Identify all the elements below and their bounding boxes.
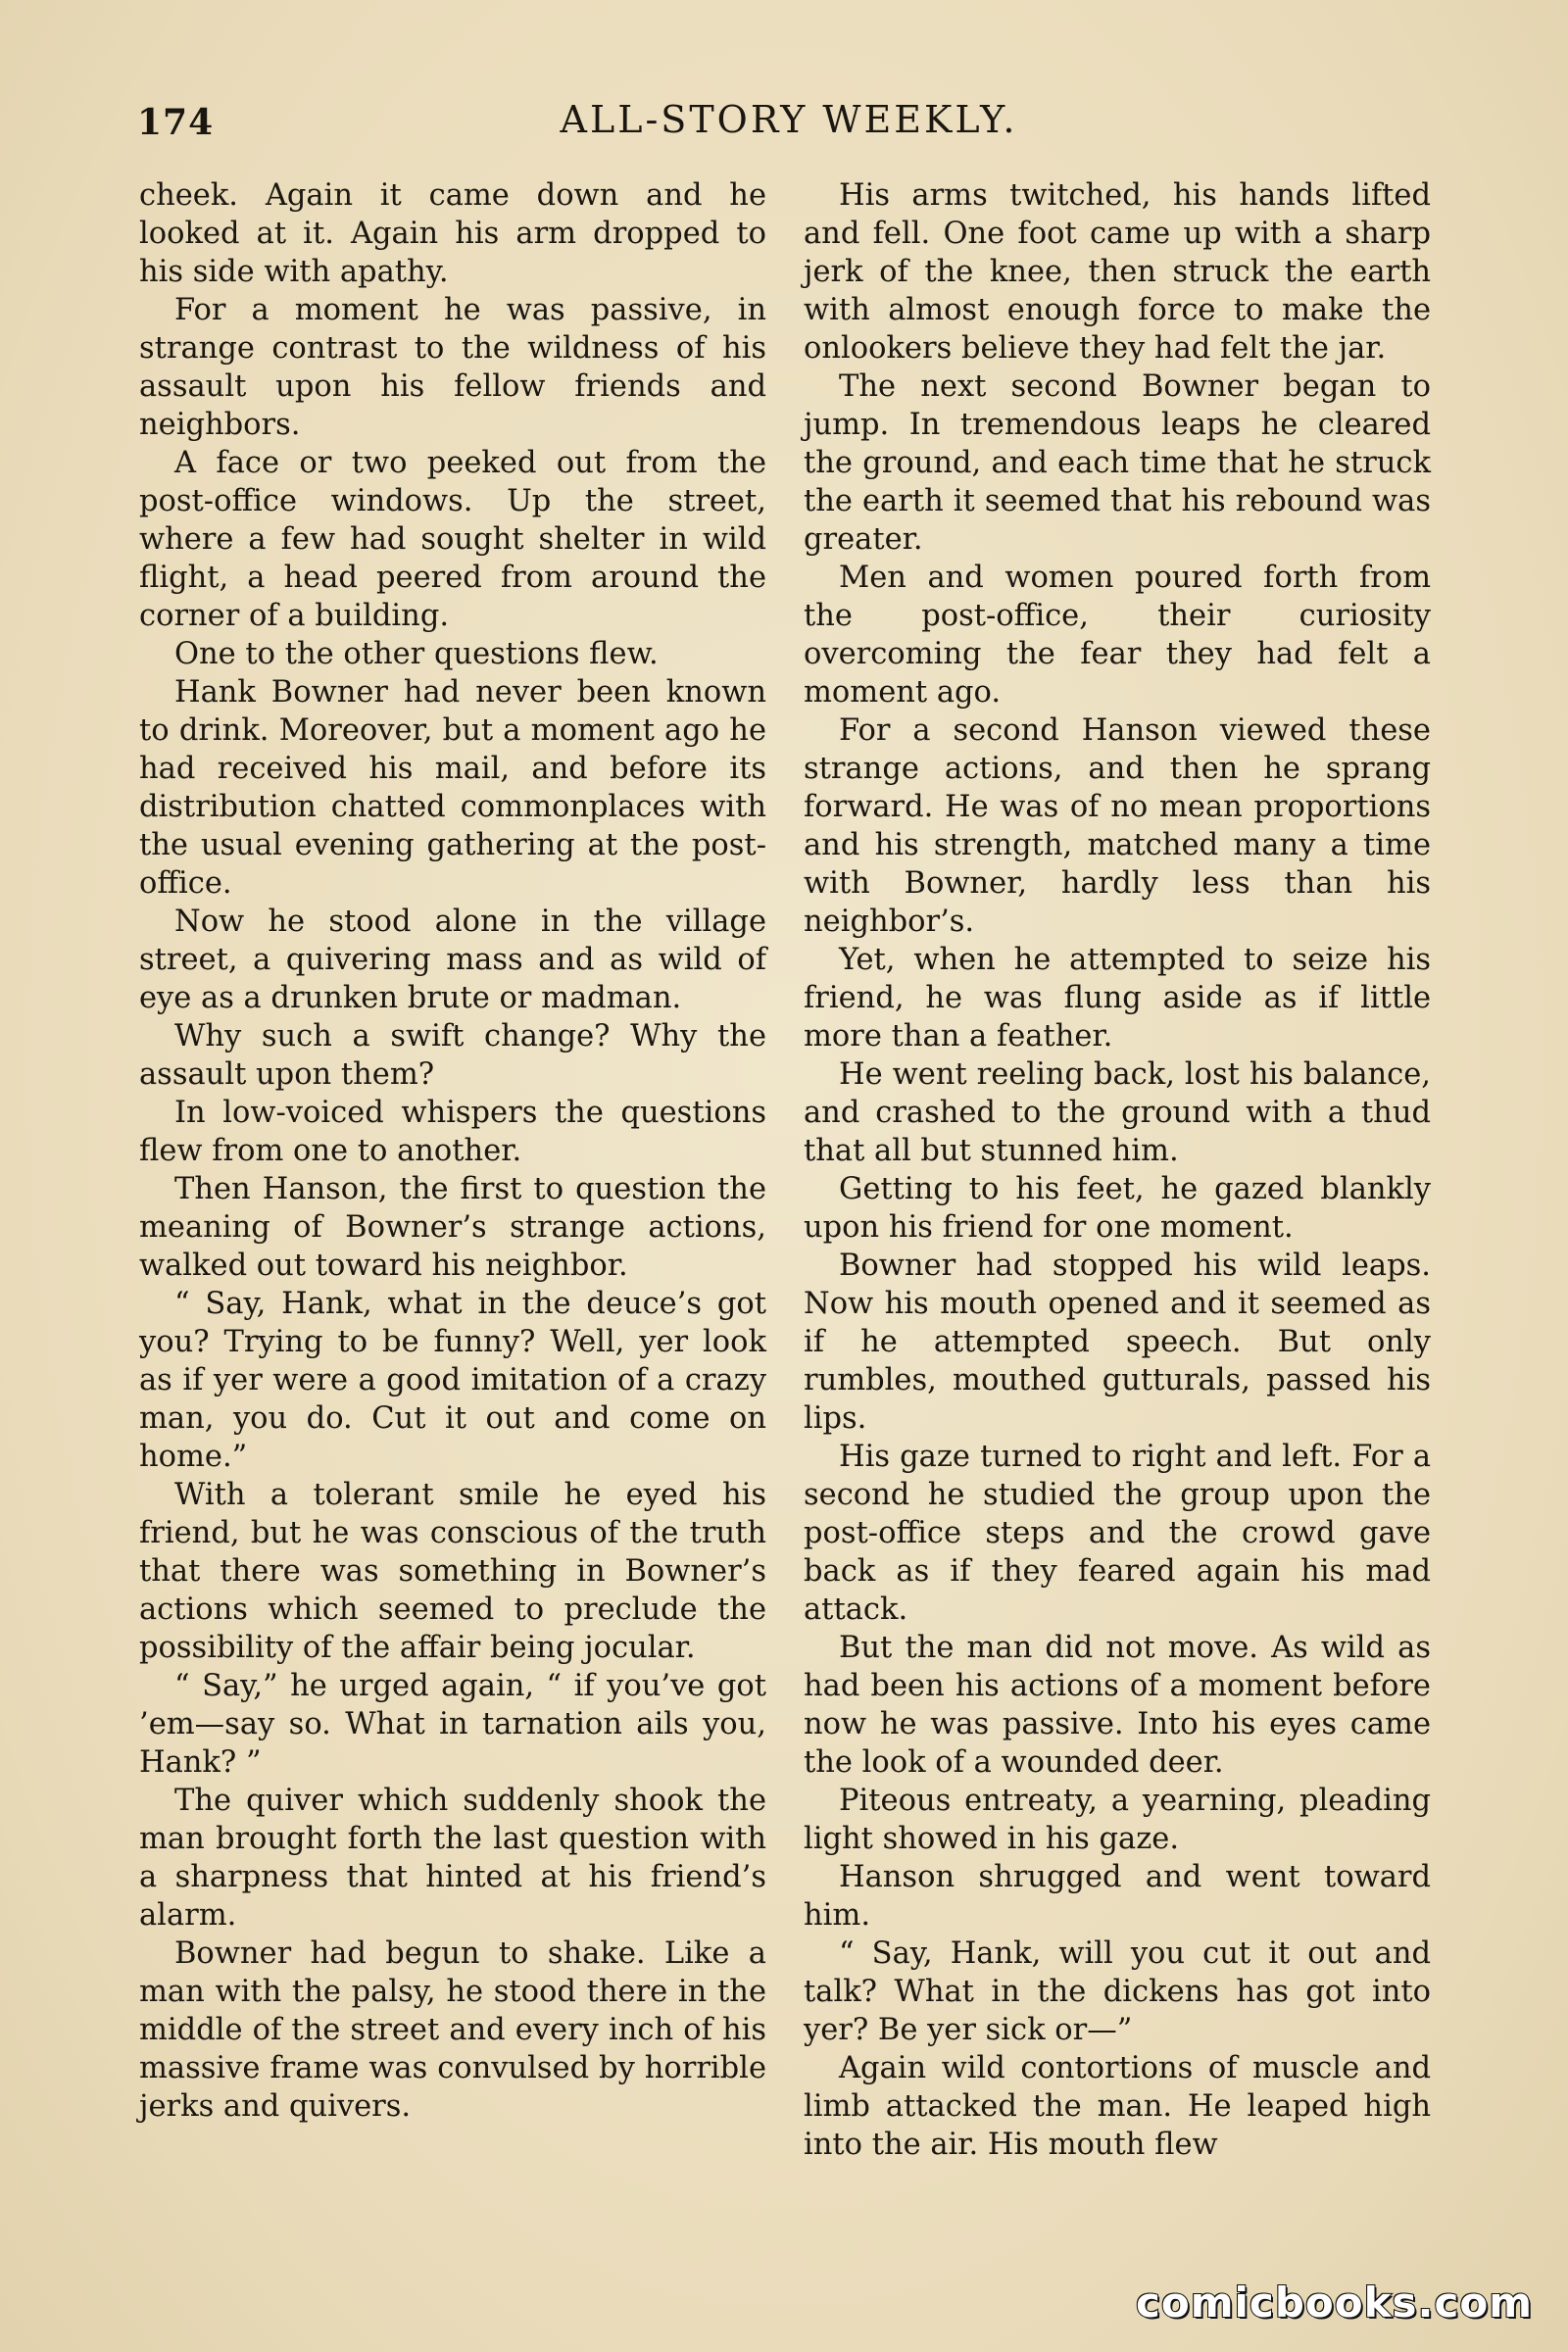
- paragraph: cheek. Again it came down and he looked at it. Again his arm dropped to his side with apathy.: [139, 178, 766, 289]
- paragraph: Bowner had stopped his wild leaps. Now his mouth opened and it seemed as if he attempted speech. But only rumbles, mouthed gutturals, passed his lips.: [804, 1249, 1431, 1436]
- paragraph: Getting to his feet, he gazed blankly upon his friend for one moment.: [804, 1172, 1431, 1245]
- right-column: [804, 176, 1431, 2164]
- paragraph: A face or two peeked out from the post-office windows. Up the street, where a few had sought shelter in wild flight, a head peered from around the corner of a building.: [139, 446, 766, 633]
- watermark: comicbooks.com: [1136, 2278, 1533, 2327]
- page-header: [137, 98, 1441, 157]
- paragraph: The quiver which suddenly shook the man brought forth the last question with a sharpness that hinted at his friend’s alarm.: [139, 1784, 766, 1933]
- left-column: [139, 176, 766, 2126]
- paragraph: With a tolerant smile he eyed his friend, but he was conscious of the truth that there was something in Bowner’s actions which seemed to preclude the possibility of the affair being jocular.: [139, 1478, 766, 1665]
- paragraph: Bowner had begun to shake. Like a man with the palsy, he stood there in the middle of the street and every inch of his massive frame was convulsed by horrible jerks and quivers.: [139, 1936, 766, 2124]
- paragraph: One to the other questions flew.: [174, 637, 659, 671]
- paragraph: “ Say, Hank, will you cut it out and talk? What in the dickens has got into yer? Be yer sick or—”: [804, 1936, 1431, 2047]
- paragraph: He went reeling back, lost his balance, and crashed to the ground with a thud that all but stunned him.: [804, 1057, 1431, 1168]
- paragraph: For a second Hanson viewed these strange actions, and then he sprang forward. He was of no mean proportions and his strength, matched many a time with Bowner, hardly less than his neighbor’s.: [804, 713, 1431, 939]
- paragraph: “ Say,” he urged again, “ if you’ve got ’em—say so. What in tarnation ails you, Hank? ”: [139, 1669, 766, 1780]
- paragraph: Then Hanson, the first to question the meaning of Bowner’s strange actions, walked out toward his neighbor.: [139, 1172, 766, 1283]
- paragraph: His gaze turned to right and left. For a second he studied the group upon the post-office steps and the crowd gave back as if they feared again his mad attack.: [804, 1440, 1431, 1627]
- paragraph: Now he stood alone in the village street, a quivering mass and as wild of eye as a drunken brute or madman.: [139, 905, 766, 1015]
- page-number: 174: [137, 102, 215, 143]
- paragraph: Hanson shrugged and went toward him.: [804, 1860, 1431, 1933]
- paragraph: Men and women poured forth from the post-office, their curiosity overcoming the fear they had felt a moment ago.: [804, 561, 1431, 710]
- paragraph: Yet, when he attempted to seize his friend, he was flung aside as if little more than a feather.: [804, 943, 1431, 1054]
- paragraph: The next second Bowner began to jump. In tremendous leaps he cleared the ground, and each time that he struck the earth it seemed that his rebound was greater.: [804, 369, 1431, 557]
- paragraph: Piteous entreaty, a yearning, pleading light showed in his gaze.: [804, 1784, 1431, 1856]
- paragraph: Why such a swift change? Why the assault upon them?: [139, 1019, 766, 1092]
- paragraph: “ Say, Hank, what in the deuce’s got you? Trying to be funny? Well, yer look as if yer were a good imitation of a crazy man, you do. Cut it out and come on home.”: [139, 1287, 766, 1474]
- paragraph: Again wild contortions of muscle and limb attacked the man. He leaped high into the air. His mouth flew: [804, 2051, 1431, 2162]
- paragraph: For a moment he was passive, in strange contrast to the wildness of his assault upon his fellow friends and neighbors.: [139, 293, 766, 442]
- running-title: ALL-STORY WEEKLY.: [560, 98, 1018, 141]
- paragraph: In low-voiced whispers the questions flew from one to another.: [139, 1096, 766, 1168]
- paragraph: But the man did not move. As wild as had been his actions of a moment before now he was passive. Into his eyes came the look of a wounded deer.: [804, 1631, 1431, 1780]
- paragraph: Hank Bowner had never been known to drink. Moreover, but a moment ago he had received his mail, and before its distribution chatted commonplaces with the usual evening gathering at the post-office.: [139, 675, 766, 901]
- paragraph: His arms twitched, his hands lifted and fell. One foot came up with a sharp jerk of the knee, then struck the earth with almost enough force to make the onlookers believe they had felt the jar.: [804, 178, 1431, 366]
